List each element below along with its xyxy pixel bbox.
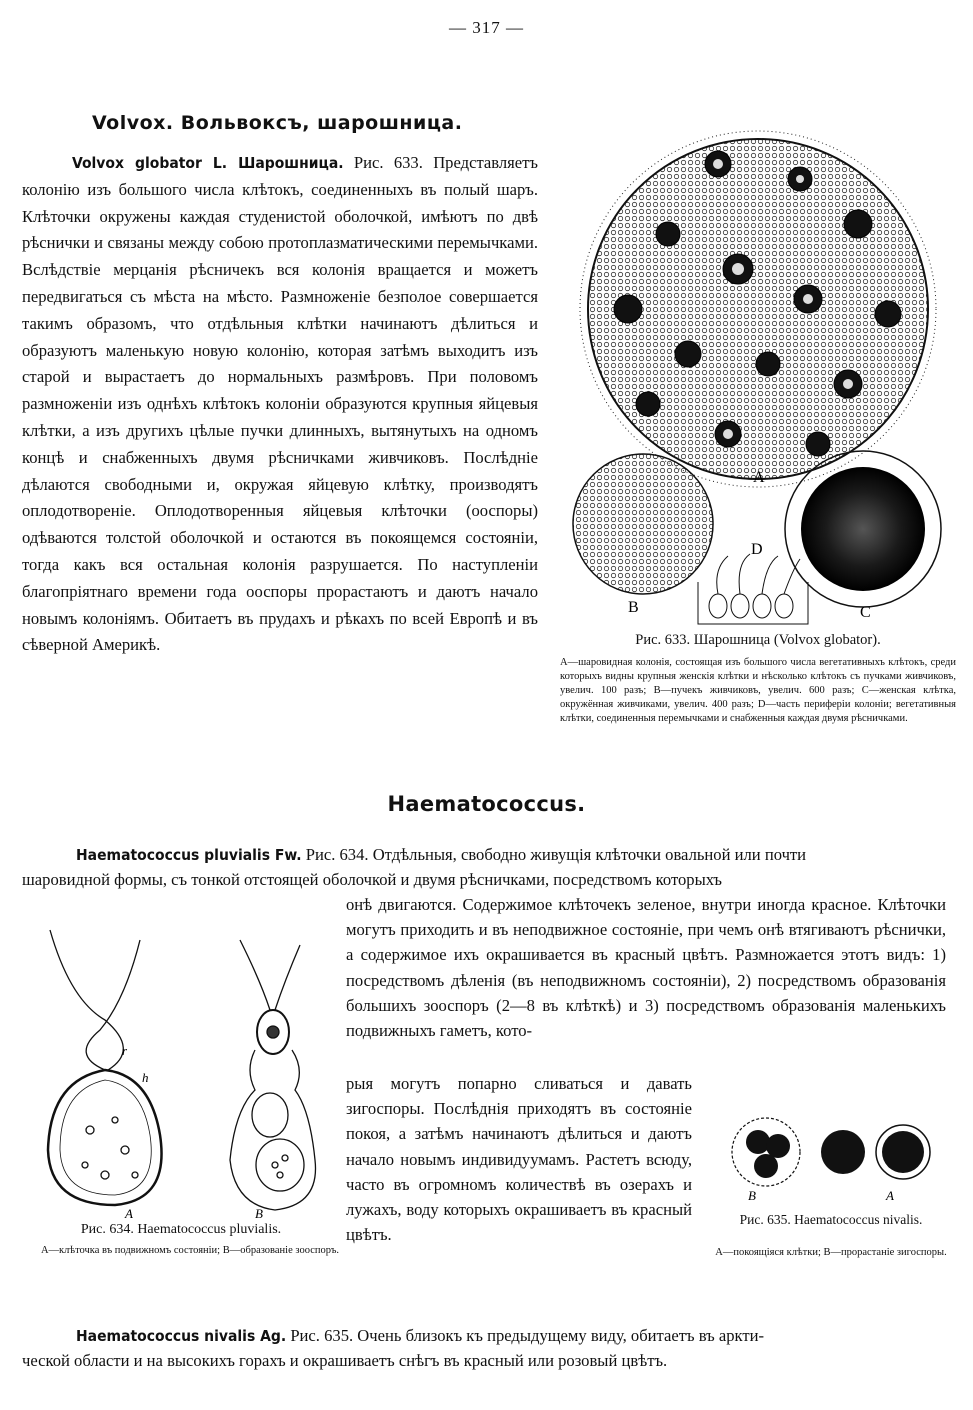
figure-633-volvox — [568, 124, 948, 744]
cell-a-drawing — [48, 930, 162, 1205]
pluvialis-line-2: шаровидной формы, съ тонкой отстоящей оболочкой и двумя рѣсничками, посредствомъ которыхъ — [22, 870, 722, 889]
fig634-letter-a: A — [125, 1206, 133, 1220]
species-name-volvox: Volvox globator L. Шарошница. — [72, 154, 344, 172]
figure-635-caption-text: А—покоящіяся клѣтки; В—прорастаніе зигоспоры. — [715, 1247, 947, 1258]
nivalis-line-2: ческой области и на высокихъ горахъ и окрашиваетъ снѣгъ въ красный или розовый цвѣтъ. — [22, 1351, 668, 1370]
figure-633-caption-title: Рис. 633. Шарошница (Volvox globator). — [635, 632, 881, 648]
section-heading-haematococcus: Haematococcus. — [387, 792, 586, 816]
periphery-d-drawing — [698, 554, 808, 624]
zygospore-b-drawing — [732, 1118, 800, 1186]
resting-cells-a-drawing — [821, 1125, 930, 1179]
cell-b-drawing — [230, 940, 316, 1210]
pluvialis-text-mid: онѣ двигаются. Содержимое клѣточекъ зеленое, внутри иногда красное. Клѣточки могутъ приходить и въ неподвижное состояніе, при чемъ онѣ втягиваютъ рѣснички, а содержимое ихъ окрашивается въ красный цвѣтъ. Размножается этотъ видъ: 1) посредствомъ дѣленія (въ неподвижномъ состояніи), 2) посредствомъ образованія большихъ зооспоръ (2—8 въ клѣткѣ) и 3) посредствомъ образованія маленькихъ подвижныхъ гаметъ, кото- — [346, 895, 946, 1041]
fig634-letter-b: B — [255, 1206, 263, 1220]
fig-letter-a: A — [753, 469, 765, 486]
colony-a-drawing — [580, 131, 936, 487]
species-name-pluvialis: Haematococcus pluvialis Fw. — [76, 846, 302, 864]
fig635-letter-a: A — [886, 1188, 894, 1203]
figure-634-pluvialis — [30, 920, 330, 1220]
figure-634-caption-text: А—клѣточка въ подвижномъ состояніи; В—образованіе зооспоръ. — [40, 1245, 340, 1256]
colony-b-drawing — [573, 454, 713, 594]
volvox-text: Рис. 633. Представляетъ колонію изъ большого числа клѣтокъ, соединенныхъ въ полый шаръ. Клѣточки окружены каждая студенистой оболочкой, имѣютъ по двѣ рѣснички и связаны между собою протоплазматическими перемычками. Вслѣдствіе мерцанія рѣсничекъ вся колонія вращается и можетъ передвигаться съ мѣста на мѣсто. Размноженіе безполое совершается такимъ образомъ, что отдѣльныя клѣтки начинаютъ дѣлиться и образуютъ маленькую новую колонію, которая затѣмъ выходитъ изъ старой и вырастаетъ до нормальныхъ размѣровъ. При половомъ размноженіи изъ однѣхъ клѣтокъ колоніи образуются крупныя яйцевыя клѣтки, а изъ другихъ цѣлые пучки длинныхъ, вытянутыхъ на одномъ концѣ и снабженныхъ двумя рѣсничками живчиковъ. Послѣдніе дѣлаются свободными и, окружая яйцевую клѣтку, производятъ оплодотвореніе. Оплодотворенныя яйцевыя клѣточки (ооспоры) одѣваются толстой оболочкой и остаются въ покоящемся состояніи, тогда какъ вся остальная колонія разрушается. По наступленіи благопріятнаго времени года ооспоры прорастаютъ и даютъ начало новымъ колоніямъ. Обитаетъ въ прудахъ и рѣкахъ по всей Европѣ и въ сѣверной Америкѣ. — [22, 153, 538, 655]
section-heading-volvox: Volvox. Вольвоксъ, шарошница. — [92, 112, 463, 134]
pluvialis-line-1: Haematococcus pluvialis Fw. Рис. 634. Отдѣльныя, свободно живущія клѣточки овальной или почти — [76, 845, 807, 864]
species-name-nivalis: Haematococcus nivalis Ag. — [76, 1327, 287, 1345]
fig-letter-c: C — [860, 604, 871, 621]
fig634-letter-r: r — [122, 1043, 128, 1058]
page-number: — 317 — — [449, 18, 524, 37]
volvox-paragraph — [22, 150, 538, 659]
fig635-letter-b: B — [748, 1188, 756, 1203]
figure-635-caption-title: Рис. 635. Haematococcus nivalis. — [739, 1212, 923, 1227]
fig-letter-b: B — [628, 599, 639, 616]
fig634-letter-h: h — [142, 1070, 149, 1085]
figure-634-caption-title: Рис. 634. Haematococcus pluvialis. — [80, 1222, 282, 1237]
nivalis-line-1: Haematococcus nivalis Ag. Рис. 635. Очень близокъ къ предыдущему виду, обитаетъ въ аркти- — [76, 1326, 765, 1345]
fig-letter-d: D — [751, 541, 763, 558]
pluvialis-text-narrow: рыя могутъ попарно сливаться и давать зигоспоры. Послѣднія приходятъ въ состояніе покоя, а затѣмъ начинаютъ дѣлиться и даютъ начало новымъ индивидуумамъ. Растетъ всюду, часто въ огромномъ количествѣ въ озерахъ и лужахъ, воду которыхъ окрашиваетъ въ красный цвѣтъ. — [346, 1074, 692, 1245]
figure-635-nivalis — [718, 1110, 948, 1210]
figure-633-caption-text: А—шаровидная колонія, состоящая изъ большого числа вегетативныхъ клѣтокъ, среди которыхъ видны крупныя женскія клѣтки и нѣсколько клѣтокъ съ пучками живчиковъ, увелич. 100 разъ; В—пучекъ живчиковъ, увелич. 600 разъ; С—женская клѣтка, окружённая живчиками, увелич. 400 разъ; D—часть периферіи колоніи; вегетативныя клѣтки, соединенныя перемычками и снабженныя каждая двумя рѣсничками. — [560, 657, 956, 724]
